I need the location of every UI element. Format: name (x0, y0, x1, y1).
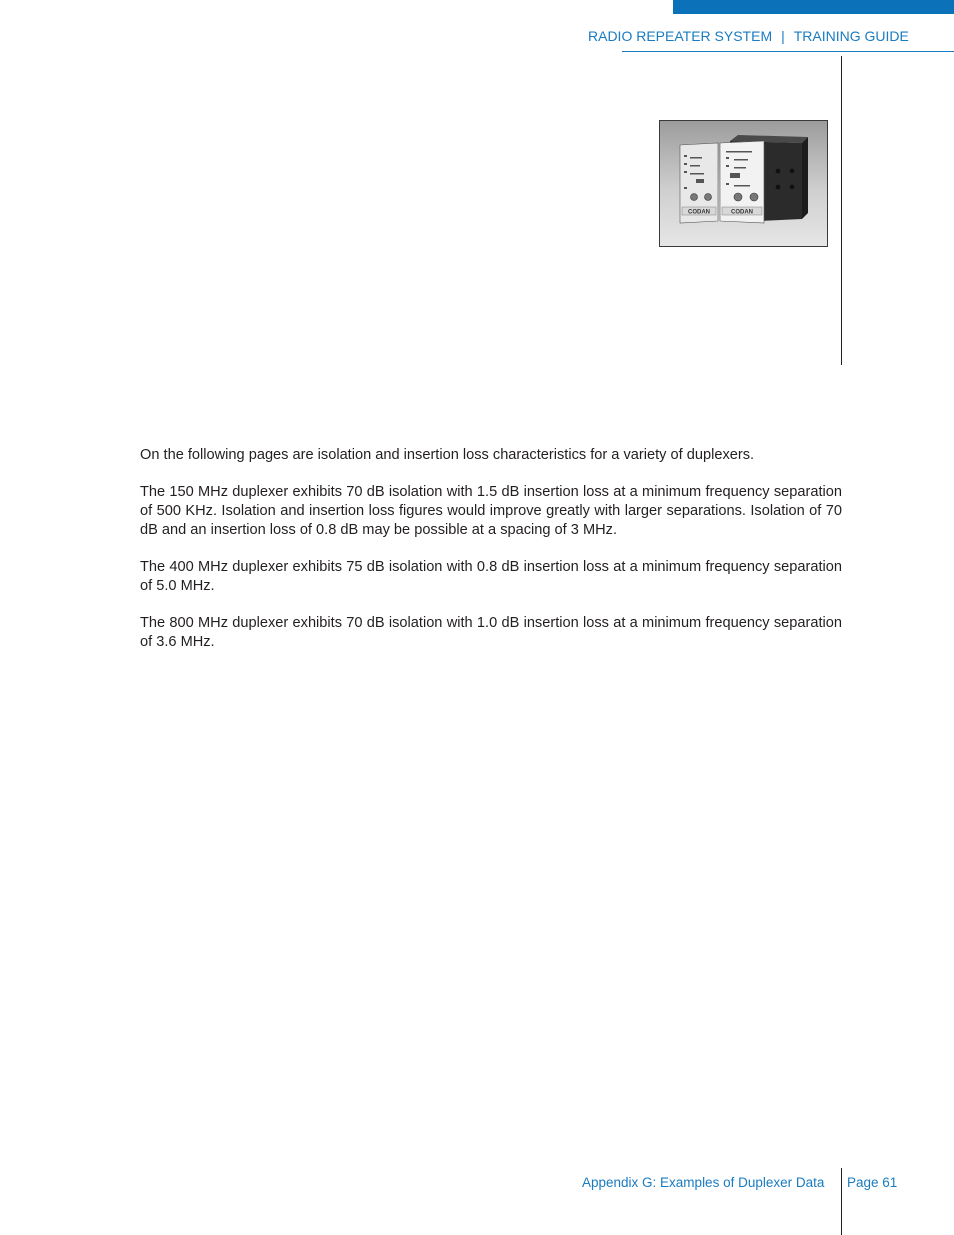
body-text (140, 446, 842, 670)
paragraph-400mhz: The 400 MHz duplexer exhibits 75 dB isolation with 0.8 dB insertion loss at a minimum frequency separation of 5.0 MHz. (140, 559, 842, 594)
running-header (588, 28, 918, 44)
header-accent-bar (673, 0, 954, 14)
paragraph-150mhz: The 150 MHz duplexer exhibits 70 dB isolation with 1.5 dB insertion loss at a minimum frequency separation of 500 KHz. Isolation and insertion loss figures would improve greatly with larger separations. Isolation of 70 dB and an insertion loss of 0.8 dB may be possible at a spacing of 3 MHz. (140, 484, 842, 538)
brand-label-right: CODAN (731, 209, 753, 216)
margin-rule-bottom (841, 1168, 842, 1235)
footer-section-title: Appendix G: Examples of Duplexer Data (582, 1175, 825, 1190)
header-rule (622, 51, 954, 52)
paragraph-800mhz: The 800 MHz duplexer exhibits 70 dB isolation with 1.0 dB insertion loss at a minimum frequency separation of 3.6 MHz. (140, 615, 842, 650)
intro-paragraph: On the following pages are isolation and insertion loss characteristics for a variety of duplexers. (140, 447, 755, 463)
duplexer-photo (659, 120, 828, 247)
margin-rule-top (841, 56, 842, 365)
header-subtitle: TRAINING GUIDE (793, 28, 909, 44)
header-separator: | (781, 28, 785, 44)
brand-label-left: CODAN (688, 209, 710, 216)
page-number: Page 61 (847, 1175, 898, 1190)
duplexer-illustration (660, 121, 827, 246)
header-title: RADIO REPEATER SYSTEM (588, 28, 773, 44)
